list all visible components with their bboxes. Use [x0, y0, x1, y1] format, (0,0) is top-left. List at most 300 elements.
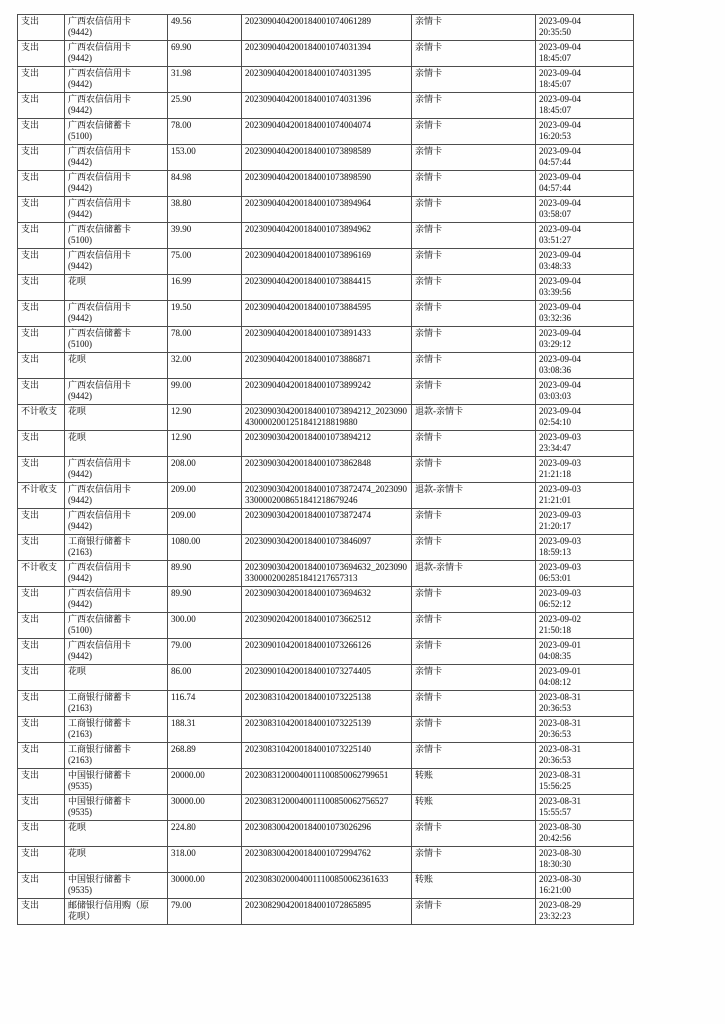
- date-text: 2023-09-03: [539, 432, 581, 442]
- card-name: 花呗: [68, 822, 87, 832]
- cell-datetime: [536, 223, 634, 249]
- cell-flow-type: 支出: [18, 717, 65, 743]
- card-name: 广西农信储蓄卡: [68, 614, 132, 624]
- date-text: 2023-09-03: [539, 536, 581, 546]
- cell-category: 亲情卡: [412, 171, 536, 197]
- card-number: (9442): [68, 313, 92, 323]
- cell-datetime: [536, 171, 634, 197]
- table-row: [18, 197, 634, 223]
- date-text: 2023-08-31: [539, 744, 581, 754]
- card-name: 工商银行储蓄卡: [68, 536, 132, 546]
- cell-amount: 25.90: [168, 93, 242, 119]
- cell-transaction-id: 2023090404200184001074031396: [242, 93, 412, 119]
- cell-datetime: [536, 379, 634, 405]
- cell-datetime: [536, 353, 634, 379]
- table-row: [18, 691, 634, 717]
- cell-amount: 208.00: [168, 457, 242, 483]
- cell-transaction-id: 2023090404200184001073894964: [242, 197, 412, 223]
- cell-flow-type: 支出: [18, 249, 65, 275]
- card-number: (9442): [68, 521, 92, 531]
- cell-datetime: [536, 665, 634, 691]
- date-text: 2023-09-03: [539, 510, 581, 520]
- cell-payment-method: [65, 561, 168, 587]
- cell-amount: 300.00: [168, 613, 242, 639]
- card-name: 广西农信信用卡: [68, 562, 132, 572]
- date-text: 2023-09-04: [539, 16, 581, 26]
- cell-flow-type: 支出: [18, 873, 65, 899]
- card-name: 花呗: [68, 848, 87, 858]
- cell-amount: 318.00: [168, 847, 242, 873]
- cell-flow-type: 支出: [18, 665, 65, 691]
- card-number: (9535): [68, 885, 92, 895]
- card-name: 广西农信信用卡: [68, 250, 132, 260]
- date-text: 2023-08-31: [539, 796, 581, 806]
- cell-payment-method: [65, 171, 168, 197]
- time-text: 16:20:53: [539, 131, 572, 141]
- card-number: (2163): [68, 729, 92, 739]
- date-text: 2023-09-04: [539, 224, 581, 234]
- cell-transaction-id: 2023090404200184001074031394: [242, 41, 412, 67]
- time-text: 21:21:01: [539, 495, 572, 505]
- cell-flow-type: 支出: [18, 847, 65, 873]
- card-name: 广西农信信用卡: [68, 510, 132, 520]
- cell-amount: 116.74: [168, 691, 242, 717]
- cell-amount: 153.00: [168, 145, 242, 171]
- date-text: 2023-09-04: [539, 328, 581, 338]
- card-name: 中国银行储蓄卡: [68, 874, 132, 884]
- time-text: 20:36:53: [539, 703, 572, 713]
- card-number: (9442): [68, 209, 92, 219]
- cell-flow-type: 支出: [18, 691, 65, 717]
- cell-transaction-id: 2023090404200184001073886871: [242, 353, 412, 379]
- cell-amount: 30000.00: [168, 795, 242, 821]
- table-row: [18, 327, 634, 353]
- table-row: [18, 561, 634, 587]
- cell-datetime: [536, 691, 634, 717]
- cell-transaction-id: 2023090304200184001073846097: [242, 535, 412, 561]
- cell-transaction-id: 2023090304200184001073894212_20230904300002001251841218819880: [242, 405, 412, 431]
- cell-category: 亲情卡: [412, 587, 536, 613]
- cell-category: 亲情卡: [412, 353, 536, 379]
- card-name: 广西农信储蓄卡: [68, 120, 132, 130]
- card-number: (5100): [68, 131, 92, 141]
- date-text: 2023-09-04: [539, 94, 581, 104]
- cell-category: 亲情卡: [412, 743, 536, 769]
- card-name: 中国银行储蓄卡: [68, 770, 132, 780]
- cell-payment-method: [65, 457, 168, 483]
- card-name: 邮储银行信用购（原: [68, 900, 150, 910]
- cell-payment-method: [65, 119, 168, 145]
- date-text: 2023-09-04: [539, 406, 581, 416]
- cell-flow-type: 支出: [18, 587, 65, 613]
- cell-flow-type: 支出: [18, 327, 65, 353]
- date-text: 2023-08-30: [539, 848, 581, 858]
- cell-amount: 209.00: [168, 483, 242, 509]
- cell-transaction-id: 2023090404200184001074031395: [242, 67, 412, 93]
- time-text: 16:21:00: [539, 885, 572, 895]
- cell-transaction-id: 2023090404200184001073899242: [242, 379, 412, 405]
- card-name: 花呗: [68, 432, 87, 442]
- card-name: 广西农信信用卡: [68, 172, 132, 182]
- table-row: [18, 483, 634, 509]
- card-number: (9535): [68, 781, 92, 791]
- table-row: [18, 405, 634, 431]
- card-number: (5100): [68, 625, 92, 635]
- card-name: 中国银行储蓄卡: [68, 796, 132, 806]
- cell-datetime: [536, 327, 634, 353]
- time-text: 23:32:23: [539, 911, 572, 921]
- table-row: [18, 639, 634, 665]
- cell-payment-method: [65, 899, 168, 925]
- card-number: (2163): [68, 547, 92, 557]
- cell-payment-method: [65, 145, 168, 171]
- cell-payment-method: [65, 821, 168, 847]
- date-text: 2023-09-02: [539, 614, 581, 624]
- cell-category: 亲情卡: [412, 41, 536, 67]
- cell-category: 亲情卡: [412, 847, 536, 873]
- cell-amount: 19.50: [168, 301, 242, 327]
- card-name: 广西农信信用卡: [68, 16, 132, 26]
- cell-payment-method: [65, 67, 168, 93]
- card-name: 广西农信储蓄卡: [68, 328, 132, 338]
- cell-datetime: [536, 431, 634, 457]
- cell-category: 亲情卡: [412, 717, 536, 743]
- cell-amount: 20000.00: [168, 769, 242, 795]
- time-text: 06:53:01: [539, 573, 572, 583]
- cell-payment-method: [65, 769, 168, 795]
- transaction-table-body: [18, 15, 634, 925]
- cell-datetime: [536, 639, 634, 665]
- table-row: [18, 145, 634, 171]
- time-text: 21:50:18: [539, 625, 572, 635]
- cell-amount: 75.00: [168, 249, 242, 275]
- cell-amount: 79.00: [168, 639, 242, 665]
- transaction-table: [17, 14, 634, 925]
- date-text: 2023-09-04: [539, 68, 581, 78]
- cell-amount: 12.90: [168, 405, 242, 431]
- cell-payment-method: [65, 405, 168, 431]
- table-row: [18, 15, 634, 41]
- cell-transaction-id: 2023083104200184001073225139: [242, 717, 412, 743]
- table-row: [18, 379, 634, 405]
- cell-amount: 31.98: [168, 67, 242, 93]
- card-name: 花呗: [68, 354, 87, 364]
- cell-flow-type: 支出: [18, 821, 65, 847]
- cell-transaction-id: 2023090304200184001073862848: [242, 457, 412, 483]
- cell-flow-type: 支出: [18, 93, 65, 119]
- cell-category: 亲情卡: [412, 197, 536, 223]
- card-number: (5100): [68, 339, 92, 349]
- cell-payment-method: [65, 197, 168, 223]
- table-row: [18, 535, 634, 561]
- time-text: 03:39:56: [539, 287, 572, 297]
- cell-datetime: [536, 197, 634, 223]
- cell-datetime: [536, 899, 634, 925]
- cell-amount: 89.90: [168, 587, 242, 613]
- cell-payment-method: [65, 353, 168, 379]
- cell-datetime: [536, 275, 634, 301]
- cell-payment-method: [65, 873, 168, 899]
- cell-transaction-id: 20230830200040011100850062361633: [242, 873, 412, 899]
- cell-category: 亲情卡: [412, 431, 536, 457]
- time-text: 06:52:12: [539, 599, 572, 609]
- cell-flow-type: 不计收支: [18, 483, 65, 509]
- cell-payment-method: [65, 249, 168, 275]
- date-text: 2023-09-04: [539, 120, 581, 130]
- time-text: 18:45:07: [539, 105, 572, 115]
- date-text: 2023-08-31: [539, 770, 581, 780]
- cell-amount: 209.00: [168, 509, 242, 535]
- cell-payment-method: [65, 535, 168, 561]
- cell-flow-type: 支出: [18, 67, 65, 93]
- cell-datetime: [536, 15, 634, 41]
- table-row: [18, 67, 634, 93]
- card-number: 花呗）: [68, 911, 96, 921]
- date-text: 2023-09-04: [539, 250, 581, 260]
- cell-category: 退款-亲情卡: [412, 561, 536, 587]
- card-name: 花呗: [68, 276, 87, 286]
- cell-transaction-id: 2023090404200184001074061289: [242, 15, 412, 41]
- cell-transaction-id: 2023083104200184001073225140: [242, 743, 412, 769]
- cell-amount: 30000.00: [168, 873, 242, 899]
- card-number: (9442): [68, 105, 92, 115]
- cell-flow-type: 支出: [18, 509, 65, 535]
- cell-flow-type: 支出: [18, 457, 65, 483]
- date-text: 2023-09-04: [539, 276, 581, 286]
- cell-payment-method: [65, 301, 168, 327]
- cell-flow-type: 支出: [18, 535, 65, 561]
- cell-datetime: [536, 509, 634, 535]
- card-number: (9442): [68, 391, 92, 401]
- cell-payment-method: [65, 327, 168, 353]
- cell-flow-type: 支出: [18, 431, 65, 457]
- cell-flow-type: 支出: [18, 41, 65, 67]
- cell-category: 亲情卡: [412, 639, 536, 665]
- date-text: 2023-08-29: [539, 900, 581, 910]
- cell-datetime: [536, 535, 634, 561]
- time-text: 15:56:25: [539, 781, 572, 791]
- date-text: 2023-09-04: [539, 302, 581, 312]
- cell-datetime: [536, 795, 634, 821]
- card-name: 广西农信信用卡: [68, 588, 132, 598]
- cell-payment-method: [65, 41, 168, 67]
- card-name: 广西农信信用卡: [68, 146, 132, 156]
- time-text: 20:35:50: [539, 27, 572, 37]
- cell-payment-method: [65, 379, 168, 405]
- table-row: [18, 41, 634, 67]
- time-text: 21:20:17: [539, 521, 572, 531]
- cell-category: 亲情卡: [412, 899, 536, 925]
- cell-category: 亲情卡: [412, 223, 536, 249]
- table-row: [18, 249, 634, 275]
- cell-transaction-id: 2023090304200184001073894212: [242, 431, 412, 457]
- cell-transaction-id: 2023083104200184001073225138: [242, 691, 412, 717]
- cell-payment-method: [65, 223, 168, 249]
- cell-transaction-id: 2023090304200184001073694632: [242, 587, 412, 613]
- time-text: 20:36:53: [539, 755, 572, 765]
- cell-flow-type: 支出: [18, 15, 65, 41]
- card-number: (9442): [68, 469, 92, 479]
- cell-amount: 12.90: [168, 431, 242, 457]
- time-text: 02:54:10: [539, 417, 572, 427]
- cell-flow-type: 支出: [18, 743, 65, 769]
- cell-category: 亲情卡: [412, 821, 536, 847]
- card-number: (9442): [68, 157, 92, 167]
- cell-datetime: [536, 405, 634, 431]
- cell-payment-method: [65, 275, 168, 301]
- cell-transaction-id: 20230831200040011100850062756527: [242, 795, 412, 821]
- cell-amount: 16.99: [168, 275, 242, 301]
- cell-transaction-id: 2023090404200184001073884415: [242, 275, 412, 301]
- date-text: 2023-08-31: [539, 692, 581, 702]
- cell-transaction-id: 2023090304200184001073872474_20230903300002008651841218679246: [242, 483, 412, 509]
- card-number: (9442): [68, 573, 92, 583]
- cell-transaction-id: 2023090404200184001073891433: [242, 327, 412, 353]
- cell-transaction-id: 2023090404200184001073898590: [242, 171, 412, 197]
- cell-transaction-id: 2023090404200184001073894962: [242, 223, 412, 249]
- cell-transaction-id: 2023090304200184001073694632_20230903300002002851841217657313: [242, 561, 412, 587]
- time-text: 04:08:35: [539, 651, 572, 661]
- table-row: [18, 613, 634, 639]
- cell-transaction-id: 2023090204200184001073662512: [242, 613, 412, 639]
- cell-transaction-id: 2023090404200184001073896169: [242, 249, 412, 275]
- cell-category: 亲情卡: [412, 691, 536, 717]
- cell-category: 亲情卡: [412, 145, 536, 171]
- date-text: 2023-09-04: [539, 354, 581, 364]
- cell-flow-type: 支出: [18, 171, 65, 197]
- card-name: 广西农信信用卡: [68, 94, 132, 104]
- cell-datetime: [536, 847, 634, 873]
- cell-datetime: [536, 483, 634, 509]
- card-number: (2163): [68, 703, 92, 713]
- card-name: 广西农信信用卡: [68, 68, 132, 78]
- card-name: 花呗: [68, 406, 87, 416]
- time-text: 03:32:36: [539, 313, 572, 323]
- time-text: 20:42:56: [539, 833, 572, 843]
- cell-flow-type: 支出: [18, 197, 65, 223]
- date-text: 2023-09-04: [539, 172, 581, 182]
- time-text: 03:08:36: [539, 365, 572, 375]
- time-text: 18:45:07: [539, 53, 572, 63]
- cell-category: 转账: [412, 795, 536, 821]
- cell-payment-method: [65, 587, 168, 613]
- table-row: [18, 301, 634, 327]
- card-number: (9442): [68, 261, 92, 271]
- date-text: 2023-09-03: [539, 588, 581, 598]
- cell-transaction-id: 2023090404200184001073884595: [242, 301, 412, 327]
- table-row: [18, 847, 634, 873]
- cell-payment-method: [65, 431, 168, 457]
- cell-flow-type: 支出: [18, 613, 65, 639]
- cell-transaction-id: 2023090104200184001073266126: [242, 639, 412, 665]
- cell-transaction-id: 2023090304200184001073872474: [242, 509, 412, 535]
- date-text: 2023-09-04: [539, 146, 581, 156]
- cell-flow-type: 支出: [18, 223, 65, 249]
- cell-category: 亲情卡: [412, 275, 536, 301]
- cell-datetime: [536, 119, 634, 145]
- date-text: 2023-09-03: [539, 484, 581, 494]
- cell-category: 亲情卡: [412, 379, 536, 405]
- cell-flow-type: 支出: [18, 353, 65, 379]
- table-row: [18, 717, 634, 743]
- cell-datetime: [536, 743, 634, 769]
- card-number: (5100): [68, 235, 92, 245]
- cell-amount: 69.90: [168, 41, 242, 67]
- table-row: [18, 795, 634, 821]
- cell-datetime: [536, 613, 634, 639]
- cell-payment-method: [65, 15, 168, 41]
- card-name: 花呗: [68, 666, 87, 676]
- date-text: 2023-09-04: [539, 198, 581, 208]
- card-name: 广西农信信用卡: [68, 640, 132, 650]
- cell-datetime: [536, 873, 634, 899]
- cell-amount: 1080.00: [168, 535, 242, 561]
- time-text: 18:45:07: [539, 79, 572, 89]
- date-text: 2023-09-01: [539, 666, 581, 676]
- cell-amount: 224.80: [168, 821, 242, 847]
- card-name: 广西农信信用卡: [68, 380, 132, 390]
- card-number: (9442): [68, 495, 92, 505]
- cell-datetime: [536, 561, 634, 587]
- cell-datetime: [536, 301, 634, 327]
- cell-flow-type: 支出: [18, 899, 65, 925]
- cell-category: 亲情卡: [412, 67, 536, 93]
- time-text: 03:58:07: [539, 209, 572, 219]
- time-text: 04:08:12: [539, 677, 572, 687]
- time-text: 23:34:47: [539, 443, 572, 453]
- date-text: 2023-08-31: [539, 718, 581, 728]
- cell-datetime: [536, 457, 634, 483]
- table-row: [18, 821, 634, 847]
- cell-payment-method: [65, 613, 168, 639]
- date-text: 2023-08-30: [539, 822, 581, 832]
- date-text: 2023-09-03: [539, 562, 581, 572]
- table-row: [18, 587, 634, 613]
- cell-category: 转账: [412, 873, 536, 899]
- cell-category: 亲情卡: [412, 249, 536, 275]
- cell-amount: 78.00: [168, 327, 242, 353]
- cell-transaction-id: 20230831200040011100850062799651: [242, 769, 412, 795]
- time-text: 04:57:44: [539, 183, 572, 193]
- cell-amount: 86.00: [168, 665, 242, 691]
- card-number: (9442): [68, 53, 92, 63]
- cell-category: 亲情卡: [412, 665, 536, 691]
- table-row: [18, 353, 634, 379]
- time-text: 03:29:12: [539, 339, 572, 349]
- table-row: [18, 93, 634, 119]
- cell-payment-method: [65, 691, 168, 717]
- cell-amount: 188.31: [168, 717, 242, 743]
- cell-category: 亲情卡: [412, 613, 536, 639]
- cell-amount: 32.00: [168, 353, 242, 379]
- cell-payment-method: [65, 93, 168, 119]
- cell-amount: 79.00: [168, 899, 242, 925]
- table-row: [18, 431, 634, 457]
- table-row: [18, 899, 634, 925]
- card-name: 工商银行储蓄卡: [68, 692, 132, 702]
- cell-amount: 78.00: [168, 119, 242, 145]
- cell-category: 亲情卡: [412, 15, 536, 41]
- cell-payment-method: [65, 483, 168, 509]
- table-row: [18, 171, 634, 197]
- cell-flow-type: 支出: [18, 275, 65, 301]
- cell-transaction-id: 2023082904200184001072865895: [242, 899, 412, 925]
- cell-transaction-id: 2023083004200184001073026296: [242, 821, 412, 847]
- cell-category: 亲情卡: [412, 301, 536, 327]
- card-name: 广西农信信用卡: [68, 302, 132, 312]
- cell-category: 亲情卡: [412, 457, 536, 483]
- cell-category: 退款-亲情卡: [412, 405, 536, 431]
